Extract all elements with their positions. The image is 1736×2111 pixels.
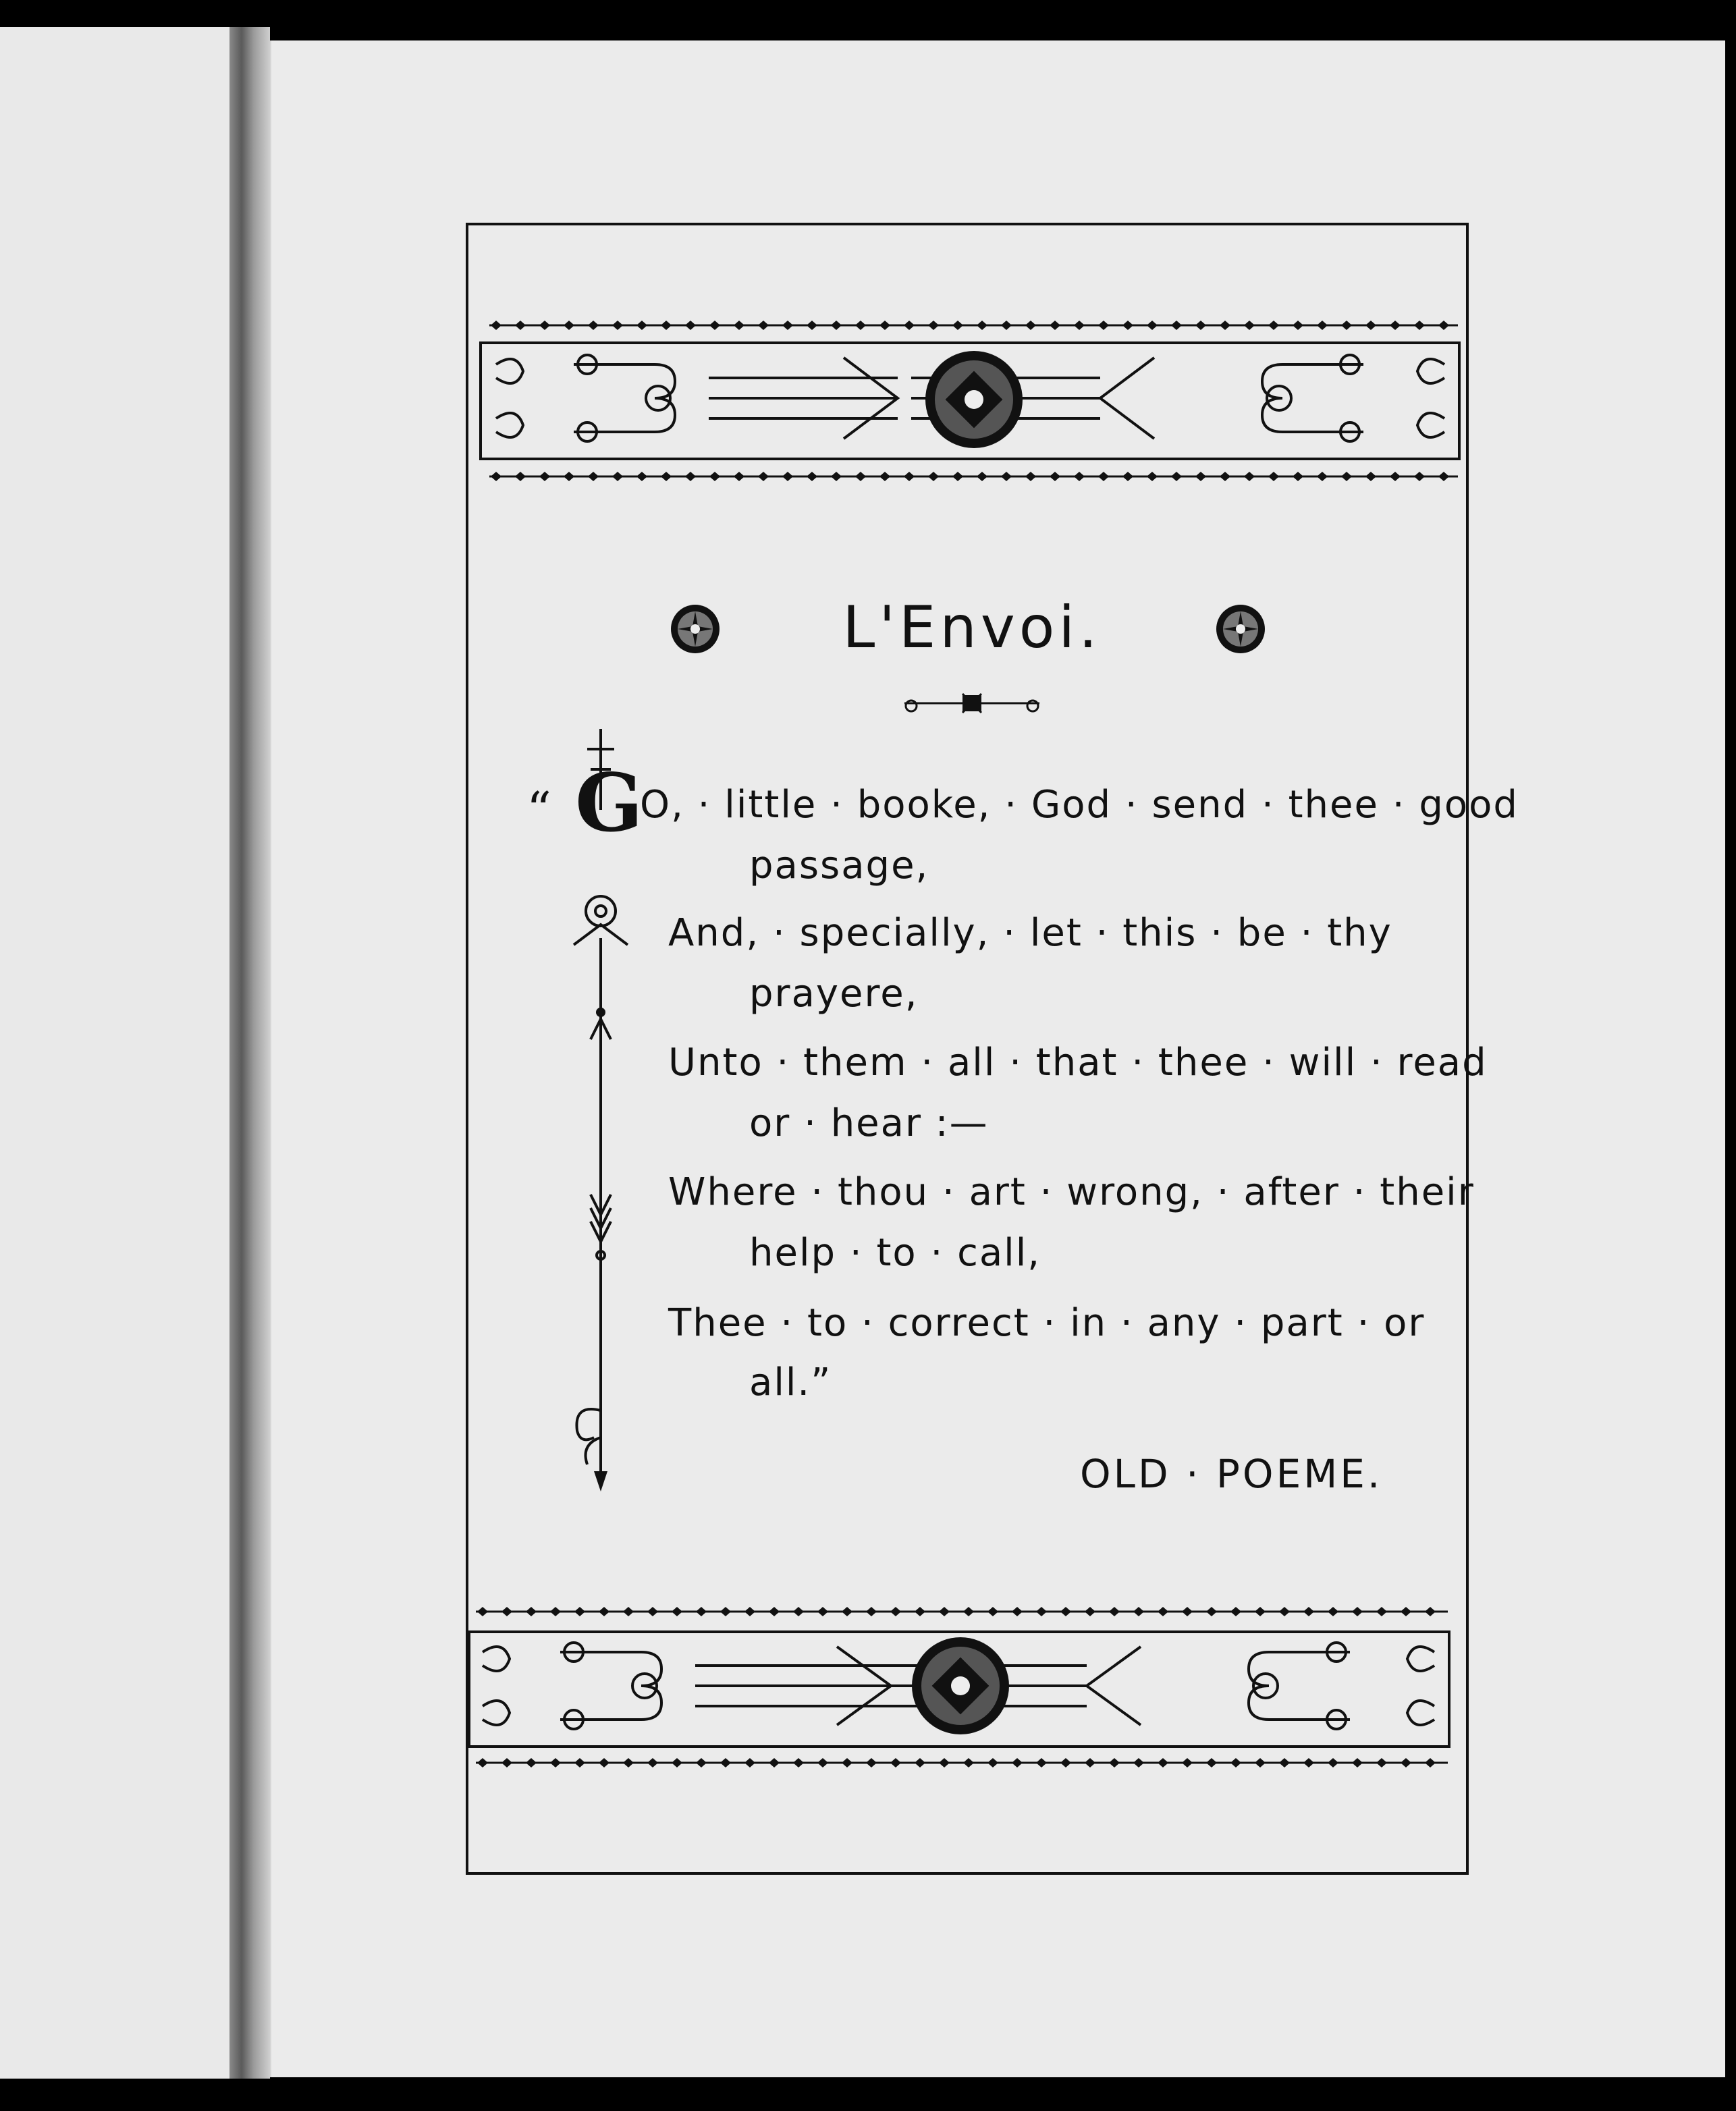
attribution: OLD · POEME.: [1080, 1451, 1383, 1497]
poem-line: or · hear :—: [749, 1101, 989, 1145]
poem-line: And, · specially, · let · this · be · thy: [668, 911, 1392, 955]
poem-line: passage,: [749, 844, 929, 887]
poem-line: Unto · them · all · that · thee · will · read: [668, 1041, 1488, 1085]
poem-line: help · to · call,: [749, 1231, 1041, 1275]
band-medallion-icon: [912, 1637, 1009, 1734]
band-medallion-icon: [925, 351, 1023, 448]
poem-line: Thee · to · correct · in · any · part · or: [668, 1301, 1426, 1345]
flourish-ornament-icon: [891, 683, 1053, 723]
drop-cap: G: [575, 756, 643, 850]
poem-line: prayere,: [749, 972, 919, 1016]
poem-line: O, · little · booke, · God · send · thee · good: [640, 783, 1519, 827]
poem-line: Where · thou · art · wrong, · after · their: [668, 1170, 1475, 1214]
medallion-icon: [1214, 602, 1268, 656]
opening-quote: “: [526, 782, 551, 838]
poem-line: all.”: [749, 1361, 832, 1404]
page-title: L'Envoi.: [842, 594, 1102, 661]
title-row: [668, 594, 1276, 668]
